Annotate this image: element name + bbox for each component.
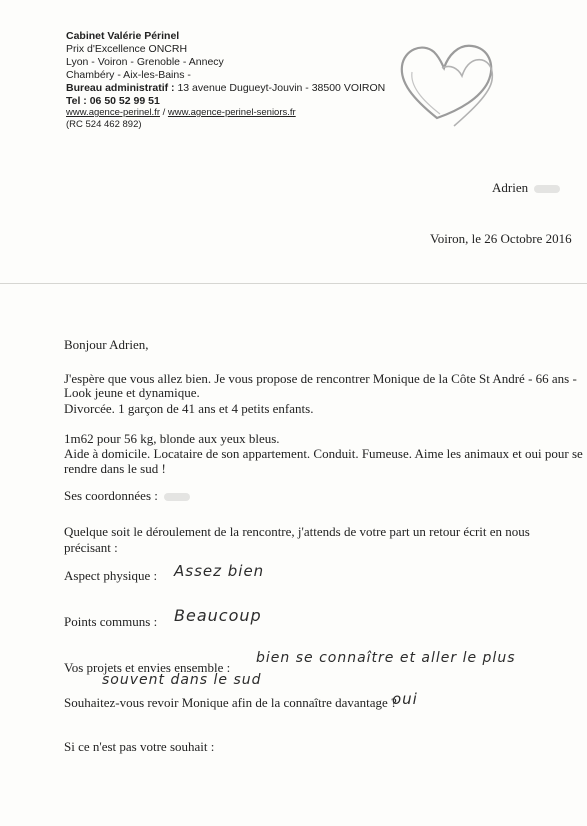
recipient-name-text: Adrien (492, 180, 529, 195)
projets-envies-answer-line-2[interactable]: souvent dans le sud (102, 672, 262, 688)
paragraph-2-line-3: rendre dans le sud ! (64, 461, 166, 476)
points-communs-answer[interactable]: Beaucoup (174, 606, 262, 625)
page-fold-line (0, 283, 587, 284)
points-communs-label: Points communs : (64, 614, 158, 629)
aspect-physique-label: Aspect physique : (64, 568, 158, 583)
letter-date: Voiron, le 26 Octobre 2016 (430, 231, 572, 246)
coordinates-line (64, 488, 190, 504)
greeting: Bonjour Adrien, (64, 337, 149, 352)
redacted-surname (534, 185, 560, 193)
paragraph-2-line-1: 1m62 pour 56 kg, blonde aux yeux bleus. (64, 431, 280, 446)
recipient-name (492, 180, 560, 196)
website-link-2[interactable]: www.agence-perinel-seniors.fr (167, 107, 296, 118)
question-intro-line-2: précisant : (64, 540, 118, 555)
company-name: Cabinet Valérie Périnel (66, 30, 180, 42)
office-label: Bureau administratif : (66, 82, 175, 94)
revoir-question-label: Souhaitez-vous revoir Monique afin de la connaître davantage ? (64, 695, 397, 710)
aspect-physique-answer[interactable]: Assez bien (174, 562, 265, 580)
sinon-label: Si ce n'est pas votre souhait : (64, 739, 215, 754)
phone-number: Tel : 06 50 52 99 51 (66, 95, 160, 107)
revoir-answer[interactable]: oui (392, 690, 418, 708)
award-line: Prix d'Excellence ONCRH (66, 43, 188, 55)
rc-number: (RC 524 462 892) (66, 119, 142, 130)
paragraph-1-line-1: J'espère que vous allez bien. Je vous propose de rencontrer Monique de la Côte St André - 66 ans - (64, 371, 577, 386)
cities-line-2: Chambéry - Aix-les-Bains - (66, 69, 191, 81)
question-intro-line-1: Quelque soit le déroulement de la rencontre, j'attends de votre part un retour écrit en nous (64, 524, 530, 539)
double-heart-icon (392, 30, 502, 130)
website-link-1[interactable]: www.agence-perinel.fr (66, 107, 160, 118)
office-address-line (66, 82, 385, 95)
paragraph-2-line-2: Aide à domicile. Locataire de son appartement. Conduit. Fumeuse. Aime les animaux et oui pour se (64, 446, 583, 461)
paragraph-1-line-2: Look jeune et dynamique. (64, 385, 200, 400)
double-heart-svg (392, 30, 502, 130)
office-address: 13 avenue Dugueyt-Jouvin - 38500 VOIRON (177, 82, 386, 94)
projets-envies-label: Vos projets et envies ensemble : (64, 660, 231, 675)
cities-line-1: Lyon - Voiron - Grenoble - Annecy (66, 56, 224, 68)
paragraph-1-line-3: Divorcée. 1 garçon de 41 ans et 4 petits enfants. (64, 401, 314, 416)
coordinates-label: Ses coordonnées : (64, 488, 158, 503)
projets-envies-answer-line-1[interactable]: bien se connaître et aller le plus (256, 650, 516, 666)
redacted-coordinates (164, 493, 190, 501)
website-separator: / (160, 107, 168, 118)
